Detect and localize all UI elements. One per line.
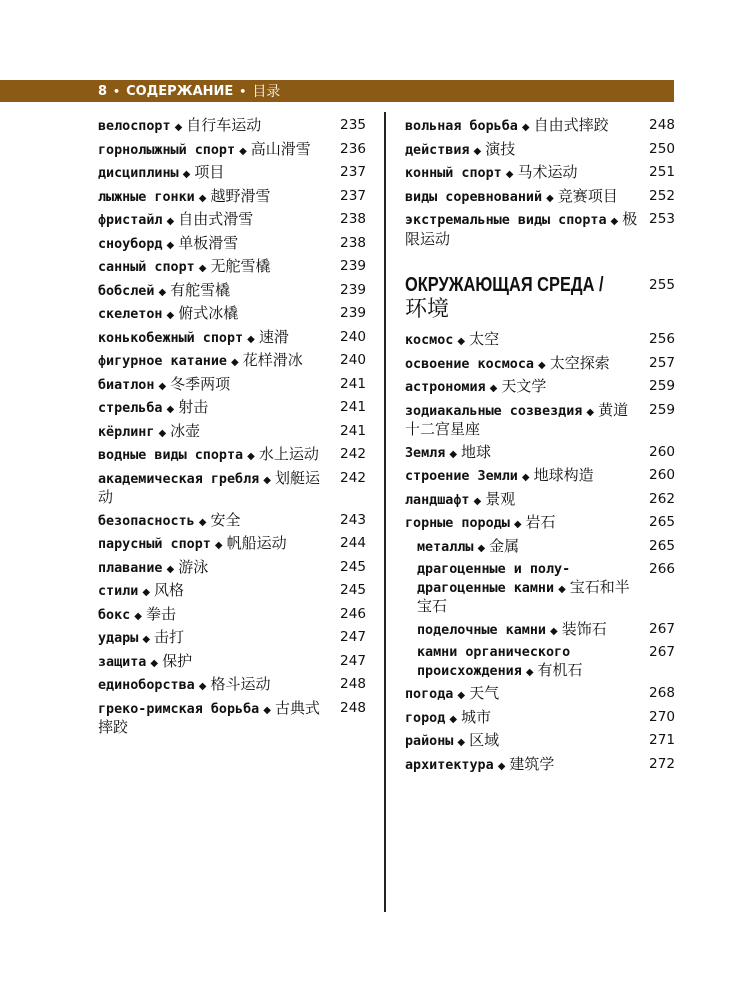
entry-title-ru: стили (98, 584, 139, 599)
entry-page-number: 259 (649, 401, 675, 418)
entry-title-zh: 太空探索 (549, 353, 610, 372)
entry-title-ru: драгоценные и полу-драгоценные камни (417, 562, 571, 596)
entry-title-ru: греко-римская борьба (98, 701, 260, 717)
toc-entry[interactable] (405, 732, 675, 752)
diamond-bullet-icon: ◆ (449, 448, 458, 460)
toc-entry[interactable] (98, 535, 366, 555)
entry-title-ru: город (405, 710, 446, 726)
toc-entry[interactable] (98, 559, 366, 579)
entry-title-zh: 建筑学 (509, 754, 555, 773)
diamond-bullet-icon: ◆ (166, 216, 175, 227)
entry-page-number: 272 (649, 755, 675, 772)
entry-title-zh: 有机石 (537, 660, 583, 679)
diamond-bullet-icon: ◆ (158, 427, 167, 439)
entry-title-ru: погода (405, 687, 454, 702)
toc-entry[interactable] (98, 446, 366, 466)
toc-entry[interactable] (405, 188, 675, 208)
toc-entry[interactable] (98, 258, 366, 278)
entry-page-number: 252 (649, 187, 675, 204)
toc-entry[interactable] (98, 582, 366, 602)
entry-title-ru: действия (405, 142, 470, 158)
diamond-bullet-icon: ◆ (166, 239, 175, 251)
entry-title-ru: биатлон (98, 377, 155, 393)
diamond-bullet-icon: ◆ (457, 336, 466, 347)
entry-title-ru: конькобежный спорт (98, 330, 244, 346)
toc-entry[interactable] (98, 376, 366, 396)
entry-title-zh: 黄道十二宫星座 (405, 400, 629, 438)
entry-title-zh: 极限运动 (405, 210, 638, 248)
entry-page-number: 245 (340, 582, 366, 598)
entry-title-zh: 岩石 (525, 513, 556, 531)
toc-entry[interactable] (405, 164, 675, 184)
toc-entry[interactable] (405, 331, 675, 351)
entry-title-zh: 金属 (489, 536, 520, 555)
diamond-bullet-icon: ◆ (521, 122, 530, 133)
entry-title-zh: 无舵雪橇 (210, 257, 271, 275)
entry-title-zh: 冬季两项 (170, 374, 231, 393)
entry-title-zh: 竞赛项目 (557, 186, 618, 205)
header-separator: • (113, 84, 121, 98)
toc-entry[interactable] (405, 141, 675, 161)
diamond-bullet-icon: ◆ (182, 169, 191, 180)
entry-title-zh: 击打 (154, 628, 185, 646)
entry-title-zh: 地球构造 (533, 466, 594, 484)
toc-entry[interactable] (98, 305, 366, 325)
entry-title-zh: 格斗运动 (210, 675, 271, 693)
entry-page-number: 266 (649, 561, 675, 577)
entry-title-zh: 太空 (469, 330, 500, 348)
diamond-bullet-icon: ◆ (473, 495, 482, 507)
entry-page-number: 246 (340, 605, 366, 622)
header-title: СОДЕРЖАНИЕ (126, 83, 234, 99)
toc-entry[interactable] (98, 282, 366, 302)
toc-entry[interactable] (405, 756, 675, 776)
entry-page-number: 248 (340, 699, 366, 716)
diamond-bullet-icon: ◆ (457, 690, 466, 701)
entry-title-zh: 风格 (154, 581, 185, 599)
entry-title-zh: 自由式摔跤 (533, 116, 609, 134)
entry-title-zh: 速滑 (258, 327, 289, 346)
toc-entry[interactable] (98, 470, 366, 508)
toc-entry[interactable] (405, 355, 675, 375)
toc-entry[interactable] (98, 164, 366, 184)
toc-entry[interactable] (98, 329, 366, 349)
entry-title-zh: 安全 (210, 510, 241, 529)
entry-page-number: 240 (340, 352, 366, 368)
entry-title-ru: металлы (417, 539, 474, 555)
entry-page-number: 238 (340, 234, 366, 251)
toc-right-bottom (405, 331, 675, 775)
diamond-bullet-icon: ◆ (558, 583, 566, 595)
entry-title-ru: единоборства (98, 678, 195, 693)
section-page: 255 (649, 277, 675, 293)
entry-title-ru: архитектура (405, 757, 494, 773)
entry-title-ru: космос (405, 333, 454, 348)
diamond-bullet-icon: ◆ (546, 192, 554, 204)
entry-title-zh: 古典式摔跤 (98, 698, 320, 736)
entry-title-ru: велоспорт (98, 119, 171, 134)
entry-page-number: 260 (649, 467, 675, 483)
toc-entry[interactable] (405, 709, 675, 729)
entry-title-ru: ландшафт (405, 492, 470, 508)
diamond-bullet-icon: ◆ (497, 760, 506, 772)
entry-title-zh: 地球 (461, 442, 492, 461)
entry-page-number: 242 (340, 446, 366, 462)
entry-page-number: 265 (649, 514, 675, 530)
entry-page-number: 240 (340, 328, 366, 345)
entry-page-number: 244 (340, 535, 366, 551)
entry-page-number: 265 (649, 537, 675, 554)
diamond-bullet-icon: ◆ (198, 516, 207, 528)
toc-entry[interactable] (417, 644, 675, 681)
entry-title-zh: 马术运动 (517, 163, 578, 181)
toc-entry[interactable] (98, 117, 366, 137)
toc-entry[interactable] (98, 235, 366, 255)
diamond-bullet-icon: ◆ (525, 666, 534, 678)
diamond-bullet-icon: ◆ (198, 681, 207, 692)
diamond-bullet-icon: ◆ (158, 286, 167, 298)
toc-entry[interactable] (98, 352, 366, 372)
entry-title-ru: стрельба (98, 401, 163, 416)
diamond-bullet-icon: ◆ (198, 192, 207, 204)
entry-page-number: 256 (649, 331, 675, 347)
toc-entry[interactable] (405, 491, 675, 511)
entry-title-zh: 城市 (461, 707, 492, 726)
diamond-bullet-icon: ◆ (142, 634, 151, 645)
toc-right-column (405, 117, 675, 779)
entry-page-number: 247 (340, 652, 366, 669)
toc-entry[interactable] (98, 399, 366, 419)
diamond-bullet-icon: ◆ (134, 610, 142, 622)
diamond-bullet-icon: ◆ (158, 380, 167, 392)
entry-title-ru: районы (405, 734, 454, 749)
entry-title-ru: бобслей (98, 283, 155, 299)
section-title-ru: ОКРУЖАЮЩАЯ СРЕДА / (405, 274, 604, 296)
diamond-bullet-icon: ◆ (198, 263, 207, 274)
toc-entry[interactable] (98, 141, 366, 161)
entry-title-ru: скелетон (98, 307, 163, 322)
entry-page-number: 251 (649, 164, 675, 180)
column-divider (384, 112, 386, 912)
entry-title-zh: 自行车运动 (186, 116, 262, 134)
entry-page-number: 237 (340, 187, 366, 204)
entry-title-zh: 有舵雪橇 (170, 280, 231, 299)
entry-page-number: 237 (340, 164, 366, 180)
toc-entry[interactable] (98, 700, 366, 738)
entry-title-ru: лыжные гонки (98, 189, 195, 205)
entry-title-ru: дисциплины (98, 166, 179, 181)
entry-page-number: 267 (649, 644, 675, 660)
header-bar (0, 80, 674, 102)
entry-title-ru: водные виды спорта (98, 448, 244, 463)
diamond-bullet-icon: ◆ (142, 587, 151, 598)
entry-title-ru: камни органического происхождения (417, 645, 571, 679)
entry-title-ru: кёрлинг (98, 424, 155, 440)
entry-title-zh: 水上运动 (258, 445, 319, 463)
toc-entry[interactable] (98, 512, 366, 532)
entry-title-ru: парусный спорт (98, 537, 211, 552)
header-separator-2: • (239, 84, 247, 98)
diamond-bullet-icon: ◆ (166, 404, 175, 415)
toc-entry[interactable] (417, 538, 675, 558)
diamond-bullet-icon: ◆ (166, 310, 175, 321)
entry-title-zh: 高山滑雪 (250, 139, 311, 158)
diamond-bullet-icon: ◆ (477, 542, 486, 554)
entry-page-number: 253 (649, 211, 675, 227)
toc-right-top (405, 117, 675, 249)
header-subtitle: 目录 (252, 84, 281, 100)
entry-page-number: 241 (340, 399, 366, 415)
entry-title-zh: 冰壶 (170, 421, 201, 440)
entry-title-ru: бокс (98, 607, 131, 623)
diamond-bullet-icon: ◆ (174, 122, 183, 133)
entry-title-zh: 花样滑冰 (242, 351, 303, 369)
diamond-bullet-icon: ◆ (521, 472, 530, 483)
entry-page-number: 236 (340, 140, 366, 157)
entry-title-zh: 划艇运动 (98, 468, 320, 506)
entry-page-number: 257 (649, 354, 675, 371)
entry-page-number: 248 (340, 676, 366, 692)
entry-title-ru: фигурное катание (98, 354, 227, 369)
entry-page-number: 270 (649, 708, 675, 725)
entry-title-ru: освоение космоса (405, 356, 534, 372)
entry-title-ru: поделочные камни (417, 622, 546, 638)
entry-title-ru: академическая гребля (98, 471, 260, 487)
diamond-bullet-icon: ◆ (166, 563, 175, 575)
entry-page-number: 245 (340, 558, 366, 575)
entry-page-number: 241 (340, 422, 366, 439)
entry-title-zh: 天气 (469, 684, 500, 702)
toc-entry[interactable] (98, 653, 366, 673)
entry-title-zh: 游泳 (178, 557, 209, 576)
toc-entry[interactable] (405, 514, 675, 534)
toc-entry[interactable] (98, 211, 366, 231)
diamond-bullet-icon: ◆ (449, 713, 458, 725)
diamond-bullet-icon: ◆ (239, 145, 247, 157)
toc-entry[interactable] (405, 378, 675, 398)
toc-entry[interactable] (405, 402, 675, 440)
entry-title-ru: Земля (405, 445, 446, 461)
entry-page-number: 242 (340, 469, 366, 486)
toc-entry[interactable] (405, 211, 675, 249)
diamond-bullet-icon: ◆ (473, 145, 482, 157)
diamond-bullet-icon: ◆ (150, 657, 159, 669)
entry-title-ru: санный спорт (98, 260, 195, 275)
entry-title-zh: 宝石和半宝石 (417, 577, 630, 615)
entry-title-ru: горнолыжный спорт (98, 142, 236, 158)
entry-page-number: 262 (649, 490, 675, 507)
page-number: 8 (98, 83, 108, 99)
toc-entry[interactable] (405, 467, 675, 487)
entry-page-number: 243 (340, 511, 366, 528)
diamond-bullet-icon: ◆ (610, 216, 619, 227)
entry-page-number: 239 (340, 305, 366, 321)
entry-title-zh: 演技 (485, 139, 516, 158)
entry-page-number: 239 (340, 281, 366, 298)
entry-title-ru: плавание (98, 560, 163, 576)
entry-title-ru: фристайл (98, 213, 163, 228)
entry-title-zh: 装饰石 (561, 619, 607, 638)
diamond-bullet-icon: ◆ (586, 406, 595, 418)
toc-entry[interactable] (98, 188, 366, 208)
toc-entry[interactable] (417, 561, 675, 617)
section-heading[interactable] (405, 273, 675, 323)
entry-page-number: 260 (649, 443, 675, 460)
diamond-bullet-icon: ◆ (457, 737, 466, 748)
entry-page-number: 259 (649, 378, 675, 394)
entry-title-zh: 单板滑雪 (178, 233, 239, 252)
entry-title-ru: виды соревнований (405, 189, 543, 205)
toc-entry[interactable] (417, 621, 675, 641)
diamond-bullet-icon: ◆ (513, 519, 522, 530)
entry-title-ru: защита (98, 654, 147, 670)
entry-page-number: 235 (340, 117, 366, 133)
toc-entry[interactable] (98, 606, 366, 626)
toc-entry[interactable] (98, 676, 366, 696)
toc-entry[interactable] (98, 423, 366, 443)
entry-page-number: 267 (649, 620, 675, 637)
toc-entry[interactable] (405, 444, 675, 464)
entry-title-zh: 射击 (178, 398, 209, 416)
diamond-bullet-icon: ◆ (538, 359, 546, 371)
entry-title-ru: удары (98, 631, 139, 646)
entry-title-zh: 保护 (162, 651, 193, 670)
entry-page-number: 241 (340, 375, 366, 392)
diamond-bullet-icon: ◆ (263, 474, 271, 486)
diamond-bullet-icon: ◆ (214, 540, 223, 551)
diamond-bullet-icon: ◆ (263, 704, 271, 716)
entry-title-ru: сноуборд (98, 236, 163, 252)
entry-page-number: 238 (340, 211, 366, 227)
entry-title-ru: зодиакальные созвездия (405, 403, 583, 419)
section-title-zh: 环境 (405, 297, 450, 322)
diamond-bullet-icon: ◆ (247, 333, 255, 345)
diamond-bullet-icon: ◆ (489, 383, 498, 394)
entry-title-ru: горные породы (405, 516, 510, 531)
entry-title-zh: 帆船运动 (226, 534, 287, 552)
entry-title-zh: 越野滑雪 (210, 186, 271, 205)
entry-title-ru: вольная борьба (405, 119, 518, 134)
entry-page-number: 248 (649, 117, 675, 133)
entry-page-number: 247 (340, 629, 366, 645)
toc-entry[interactable] (405, 117, 675, 137)
diamond-bullet-icon: ◆ (505, 169, 514, 180)
entry-title-ru: конный спорт (405, 166, 502, 181)
entry-page-number: 239 (340, 258, 366, 274)
diamond-bullet-icon: ◆ (231, 357, 239, 368)
entry-title-zh: 项目 (194, 163, 225, 181)
toc-entry[interactable] (98, 629, 366, 649)
toc-left-column (98, 117, 366, 742)
toc-entry[interactable] (405, 685, 675, 705)
entry-title-zh: 景观 (485, 489, 516, 508)
entry-title-zh: 天文学 (501, 377, 547, 395)
entry-title-ru: строение Земли (405, 469, 518, 484)
diamond-bullet-icon: ◆ (550, 625, 558, 637)
entry-page-number: 271 (649, 732, 675, 748)
entry-page-number: 268 (649, 685, 675, 701)
diamond-bullet-icon: ◆ (247, 451, 255, 462)
entry-title-zh: 拳击 (145, 604, 176, 623)
entry-title-zh: 区域 (469, 731, 500, 749)
entry-title-ru: астрономия (405, 380, 486, 395)
entry-title-zh: 俯式冰橇 (178, 304, 239, 322)
entry-page-number: 250 (649, 140, 675, 157)
entry-title-zh: 自由式滑雪 (178, 210, 254, 228)
entry-title-ru: безопасность (98, 513, 195, 529)
entry-title-ru: экстремальные виды спорта (405, 213, 607, 228)
